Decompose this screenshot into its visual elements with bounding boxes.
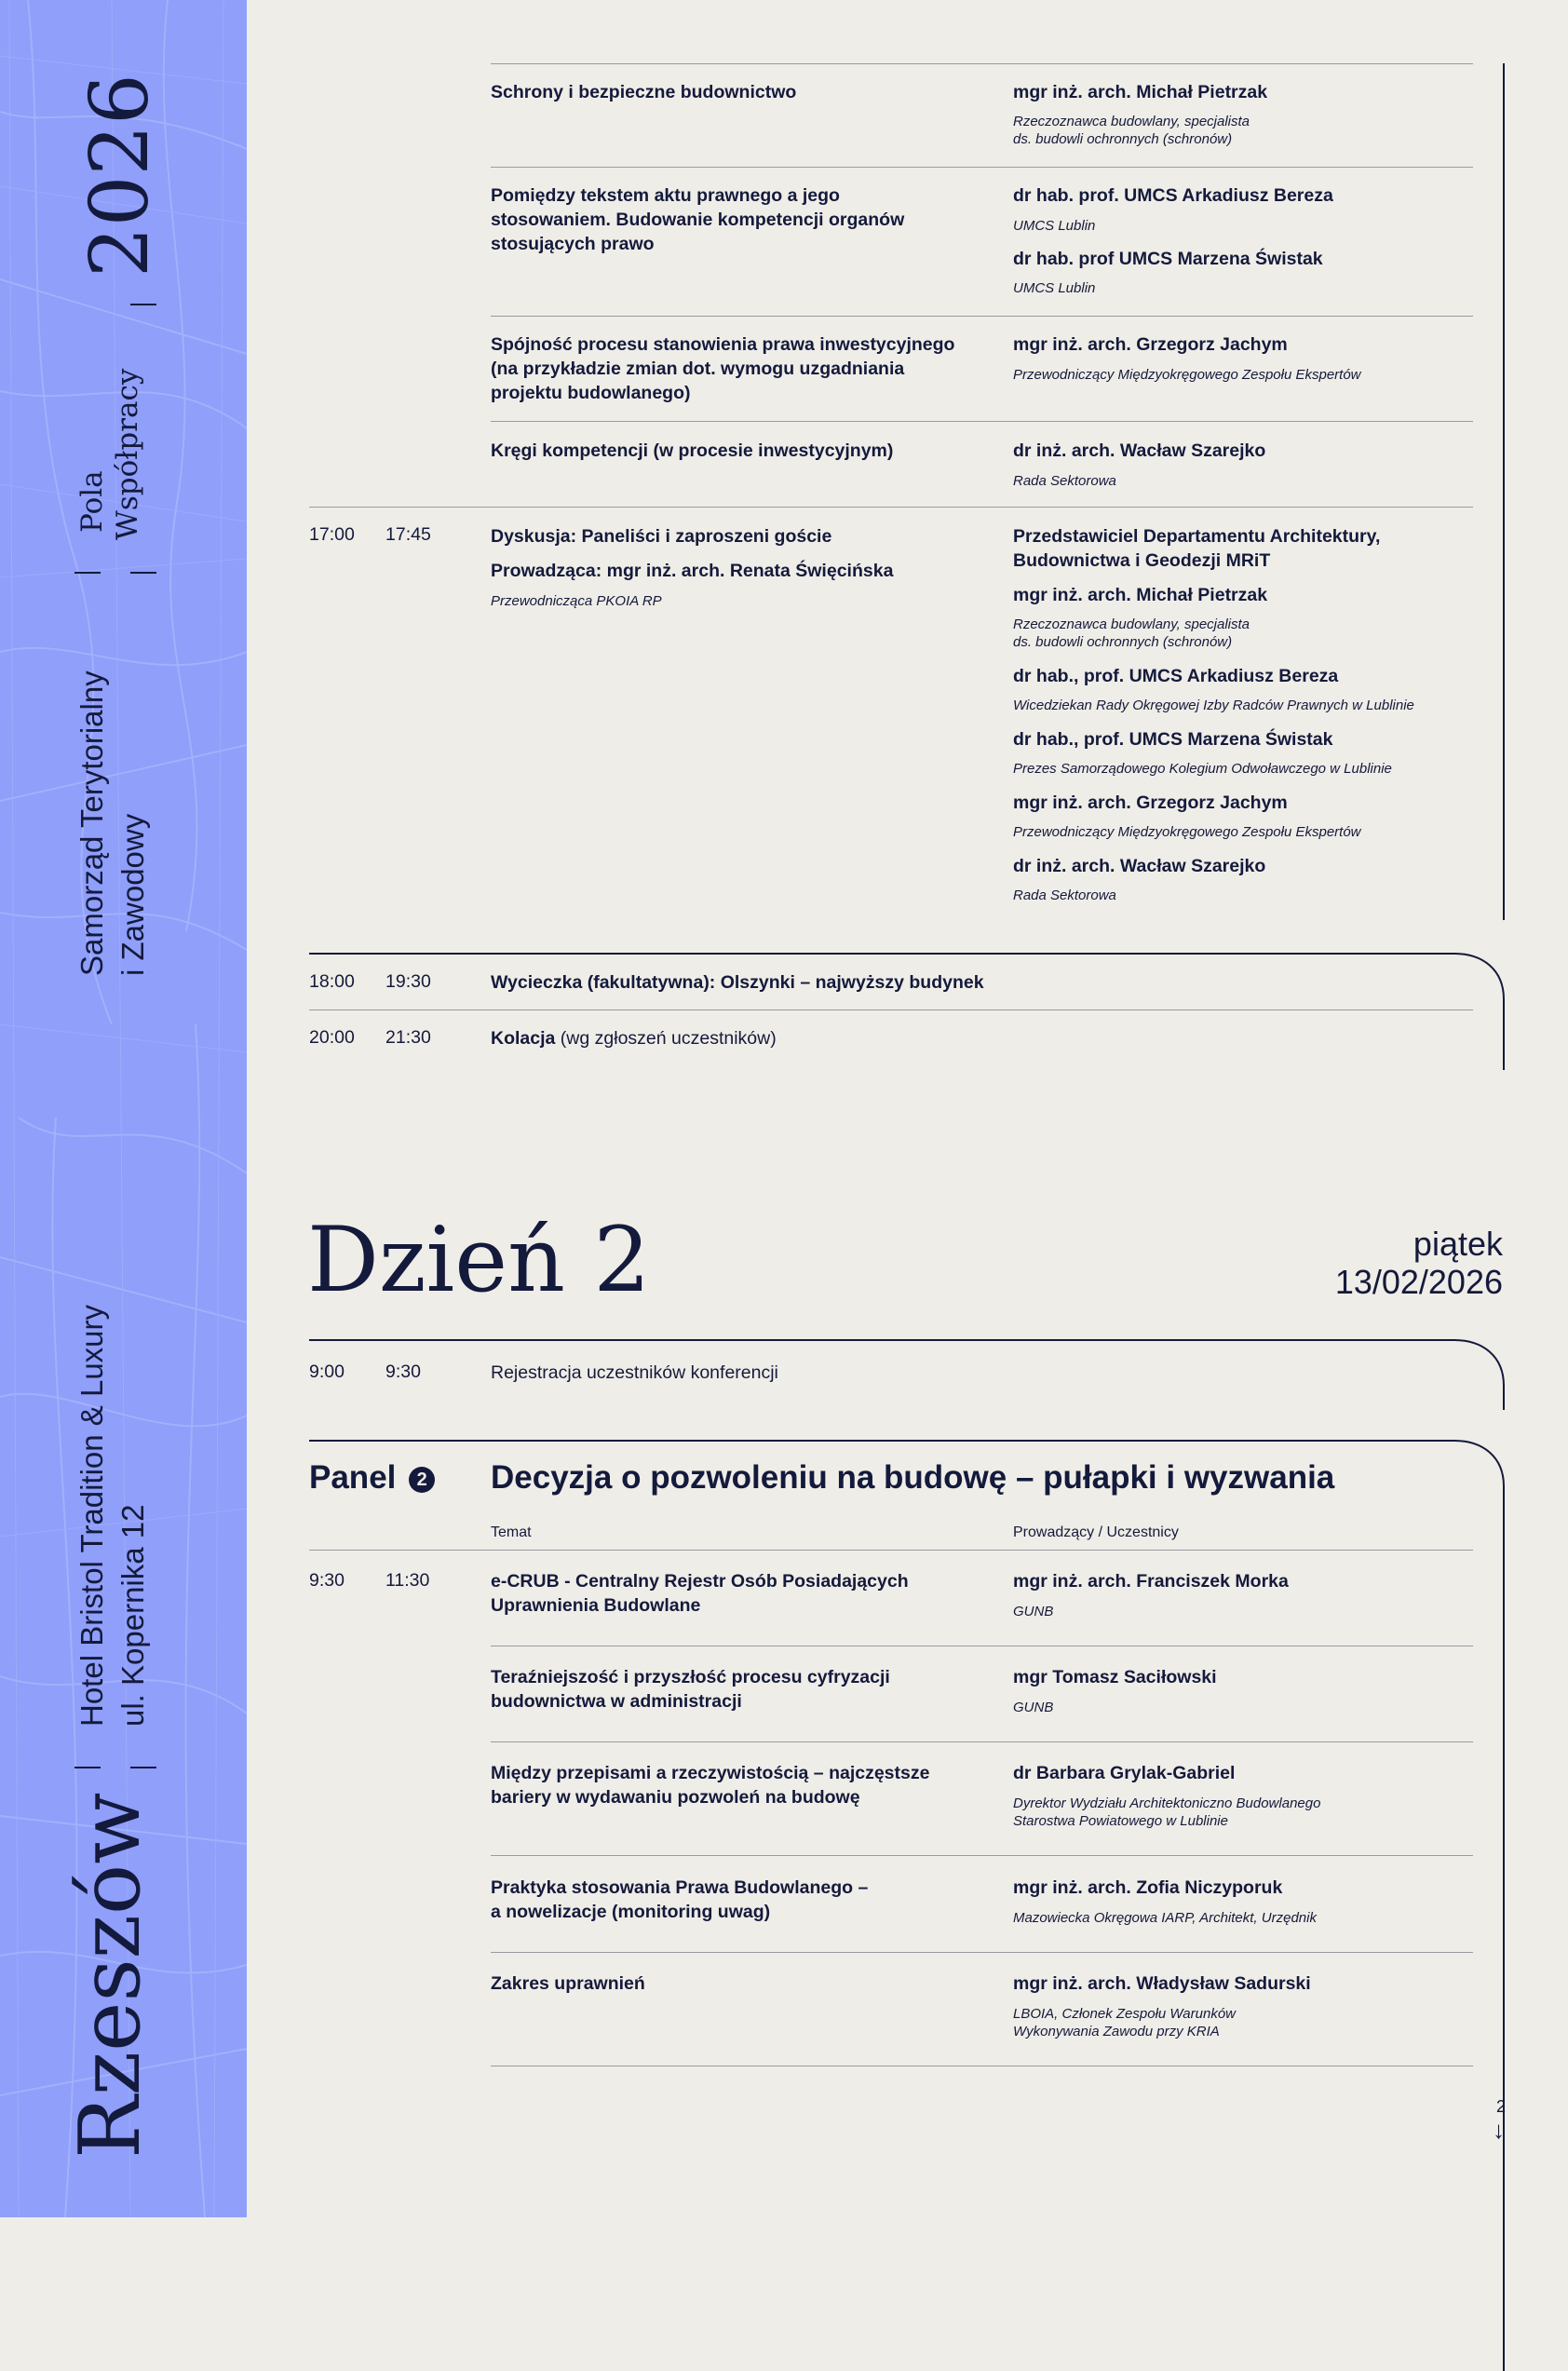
start-time: 17:00 bbox=[309, 524, 355, 545]
start-time: 9:30 bbox=[309, 1570, 345, 1591]
speaker-affiliation: UMCS Lublin bbox=[1013, 280, 1096, 296]
hotel-text: Hotel Bristol Tradition & Luxury bbox=[74, 1304, 109, 1727]
speaker-affiliation: Dyrektor Wydziału Architektoniczno Budowlanego bbox=[1013, 1795, 1321, 1811]
row-divider bbox=[491, 1741, 1473, 1742]
topic: Spójność procesu stanowienia prawa inwestycyjnego bbox=[491, 334, 955, 355]
right-rule bbox=[1503, 63, 1505, 920]
row-divider bbox=[491, 167, 1473, 168]
row-divider bbox=[309, 1009, 1473, 1010]
speaker-name: mgr inż. arch. Grzegorz Jachym bbox=[1013, 793, 1288, 813]
speaker-name: mgr Tomasz Saciłowski bbox=[1013, 1667, 1217, 1687]
topic: stosowaniem. Budowanie kompetencji organów bbox=[491, 210, 905, 230]
samorzad-text: Samorząd Terytorialny bbox=[74, 671, 109, 976]
speaker-affiliation: Rzeczoznawca budowlany, specjalista bbox=[1013, 114, 1250, 129]
corner-curve bbox=[1454, 953, 1507, 1070]
topic: budownictwa w administracji bbox=[491, 1691, 742, 1712]
speaker-affiliation: Rzeczoznawca budowlany, specjalista bbox=[1013, 616, 1250, 632]
topic: a nowelizacje (monitoring uwag) bbox=[491, 1902, 771, 1922]
row-divider bbox=[491, 1952, 1473, 1953]
discussion-title: Dyskusja: Paneliści i zaproszeni goście bbox=[491, 526, 832, 547]
speaker-name: mgr inż. arch. Zofia Niczyporuk bbox=[1013, 1877, 1283, 1898]
speaker-name: dr hab. prof UMCS Marzena Świstak bbox=[1013, 249, 1323, 269]
topic: stosujących prawo bbox=[491, 234, 655, 254]
speaker-name: mgr inż. arch. Władysław Sadurski bbox=[1013, 1973, 1311, 1994]
row-divider bbox=[309, 507, 1473, 508]
row-divider bbox=[309, 1550, 1473, 1551]
topic: Kręgi kompetencji (w procesie inwestycyjnym) bbox=[491, 440, 894, 461]
section-divider bbox=[309, 953, 1456, 955]
topic: Między przepisami a rzeczywistością – najczęstsze bbox=[491, 1763, 930, 1783]
moderator: Prowadząca: mgr inż. arch. Renata Święcińska bbox=[491, 561, 894, 581]
panel-label-text: Panel bbox=[309, 1459, 397, 1496]
year-text: 2026 bbox=[74, 74, 167, 278]
panel-label bbox=[309, 1458, 435, 1497]
row-divider bbox=[491, 63, 1473, 64]
registration-title: Rejestracja uczestników konferencji bbox=[491, 1362, 778, 1383]
speaker-name: Przedstawiciel Departamentu Architektury, bbox=[1013, 526, 1381, 547]
speaker-affiliation: UMCS Lublin bbox=[1013, 218, 1096, 234]
pola-text: Pola bbox=[75, 470, 109, 533]
speaker-affiliation: Przewodniczący Międzyokręgowego Zespołu Ekspertów bbox=[1013, 824, 1361, 840]
end-time: 9:30 bbox=[385, 1362, 421, 1382]
speaker-name: mgr inż. arch. Michał Pietrzak bbox=[1013, 82, 1268, 102]
topic: Praktyka stosowania Prawa Budowlanego – bbox=[491, 1877, 869, 1898]
day-title: Dzień 2 bbox=[307, 1208, 651, 1312]
topic: bariery w wydawaniu pozwoleń na budowę bbox=[491, 1787, 860, 1808]
start-time: 9:00 bbox=[309, 1362, 345, 1382]
speaker-affiliation: Rada Sektorowa bbox=[1013, 473, 1116, 489]
end-time: 21:30 bbox=[385, 1027, 431, 1048]
speaker-name: mgr inż. arch. Michał Pietrzak bbox=[1013, 585, 1268, 605]
speaker-affiliation: GUNB bbox=[1013, 1604, 1054, 1619]
city-text: Rzeszów bbox=[61, 1792, 159, 2159]
event-title-main: Kolacja bbox=[491, 1028, 556, 1049]
end-time: 17:45 bbox=[385, 524, 431, 545]
corner-curve bbox=[1454, 1440, 1507, 2371]
topic: projektu budowlanego) bbox=[491, 383, 691, 403]
topic: Schrony i bezpieczne budownictwo bbox=[491, 82, 797, 102]
speaker-name: Budownictwa i Geodezji MRiT bbox=[1013, 550, 1271, 571]
day-weekday: piątek bbox=[1413, 1225, 1503, 1263]
speaker-affiliation: Starostwa Powiatowego w Lublinie bbox=[1013, 1813, 1228, 1829]
speaker-affiliation: Rada Sektorowa bbox=[1013, 887, 1116, 903]
start-time: 18:00 bbox=[309, 971, 355, 992]
down-arrow-icon: ↓ bbox=[1493, 2116, 1505, 2144]
speaker-name: dr hab., prof. UMCS Marzena Świstak bbox=[1013, 729, 1333, 750]
speaker-affiliation: Wykonywania Zawodu przy KRIA bbox=[1013, 2024, 1220, 2039]
topic: Uprawnienia Budowlane bbox=[491, 1595, 701, 1616]
row-divider bbox=[491, 316, 1473, 317]
row-divider bbox=[491, 1855, 1473, 1856]
column-header-speakers: Prowadzący / Uczestnicy bbox=[1013, 1524, 1179, 1540]
section-divider bbox=[309, 1339, 1456, 1341]
page-number: 2 bbox=[1496, 2097, 1507, 2116]
speaker-affiliation: Prezes Samorządowego Kolegium Odwoławczego w Lublinie bbox=[1013, 761, 1392, 777]
speaker-affiliation: Przewodniczący Międzyokręgowego Zespołu Ekspertów bbox=[1013, 367, 1361, 383]
speaker-affiliation: GUNB bbox=[1013, 1700, 1054, 1715]
speaker-name: dr hab. prof. UMCS Arkadiusz Bereza bbox=[1013, 185, 1333, 206]
topic: Zakres uprawnień bbox=[491, 1973, 645, 1994]
address-text: ul. Kopernika 12 bbox=[115, 1504, 150, 1727]
speaker-affiliation: Wicedziekan Rady Okręgowej Izby Radców Prawnych w Lublinie bbox=[1013, 698, 1414, 713]
panel-title: Decyzja o pozwoleniu na budowę – pułapki i wyzwania bbox=[491, 1459, 1335, 1496]
start-time: 20:00 bbox=[309, 1027, 355, 1048]
speaker-name: dr hab., prof. UMCS Arkadiusz Bereza bbox=[1013, 666, 1339, 686]
topic: e-CRUB - Centralny Rejestr Osób Posiadających bbox=[491, 1571, 909, 1592]
topic: Pomiędzy tekstem aktu prawnego a jego bbox=[491, 185, 840, 206]
event-title-note: (wg zgłoszeń uczestników) bbox=[560, 1028, 777, 1049]
speaker-affiliation: LBOIA, Członek Zespołu Warunków bbox=[1013, 2006, 1236, 2022]
speaker-name: dr inż. arch. Wacław Szarejko bbox=[1013, 856, 1266, 876]
column-header-topic: Temat bbox=[491, 1524, 532, 1540]
row-divider bbox=[491, 421, 1473, 422]
end-time: 19:30 bbox=[385, 971, 431, 992]
section-divider bbox=[309, 1440, 1456, 1442]
wspolpracy-text: Współpracy bbox=[111, 368, 144, 540]
topic: (na przykładzie zmian dot. wymogu uzgadniania bbox=[491, 359, 905, 379]
corner-curve bbox=[1454, 1339, 1507, 1410]
zawodowy-text: i Zawodowy bbox=[115, 813, 150, 976]
speaker-affiliation: ds. budowli ochronnych (schronów) bbox=[1013, 131, 1233, 147]
panel-number-badge: 2 bbox=[409, 1467, 435, 1493]
speaker-name: dr Barbara Grylak-Gabriel bbox=[1013, 1763, 1236, 1783]
event-title bbox=[491, 1026, 777, 1050]
topic: Teraźniejszość i przyszłość procesu cyfryzacji bbox=[491, 1667, 890, 1687]
speaker-affiliation: Mazowiecka Okręgowa IARP, Architekt, Urzędnik bbox=[1013, 1910, 1317, 1926]
speaker-name: mgr inż. arch. Grzegorz Jachym bbox=[1013, 334, 1288, 355]
end-time: 11:30 bbox=[385, 1570, 430, 1591]
speaker-name: mgr inż. arch. Franciszek Morka bbox=[1013, 1571, 1289, 1592]
speaker-affiliation: ds. budowli ochronnych (schronów) bbox=[1013, 634, 1233, 650]
day-date: 13/02/2026 bbox=[1334, 1263, 1503, 1301]
event-title: Wycieczka (fakultatywna): Olszynki – najwyższy budynek bbox=[491, 972, 984, 993]
moderator-role: Przewodnicząca PKOIA RP bbox=[491, 593, 662, 609]
speaker-name: dr inż. arch. Wacław Szarejko bbox=[1013, 440, 1266, 461]
